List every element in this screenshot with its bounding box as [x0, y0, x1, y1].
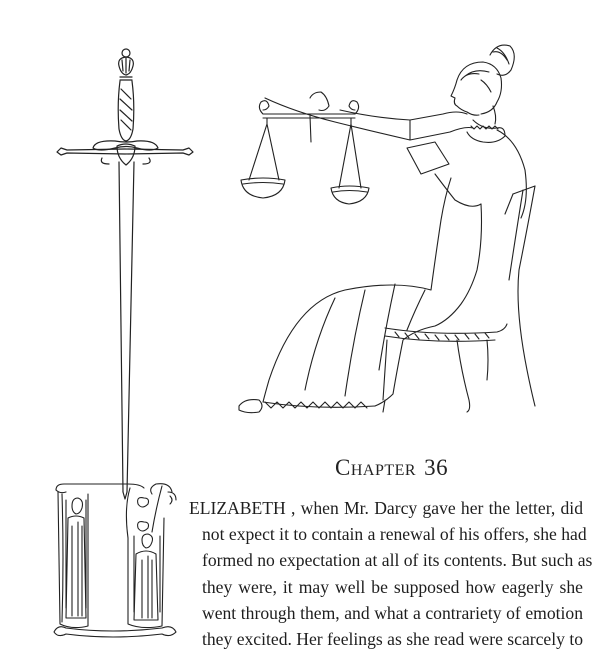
woman-with-scales-illustration [235, 40, 595, 420]
text-line: formed no expectation at all of its contents. But such as [202, 550, 593, 570]
text-line: they were, it may well be supposed how eagerly she [202, 577, 583, 597]
chapter-heading [335, 455, 448, 481]
ornamental-dropcap [52, 478, 182, 640]
text-line: ELIZABETH , when Mr. Darcy gave her the letter, did [189, 498, 583, 518]
chapter-number: 36 [424, 455, 449, 480]
chapter-label: Chapter [335, 455, 417, 480]
text-line: went through them, and what a contrariety of emotion [202, 603, 583, 623]
text-line: not expect it to contain a renewal of his offers, she had [202, 524, 587, 544]
text-line: they excited. Her feelings as she read were scarcely to [202, 629, 584, 649]
sword-illustration [55, 44, 195, 504]
